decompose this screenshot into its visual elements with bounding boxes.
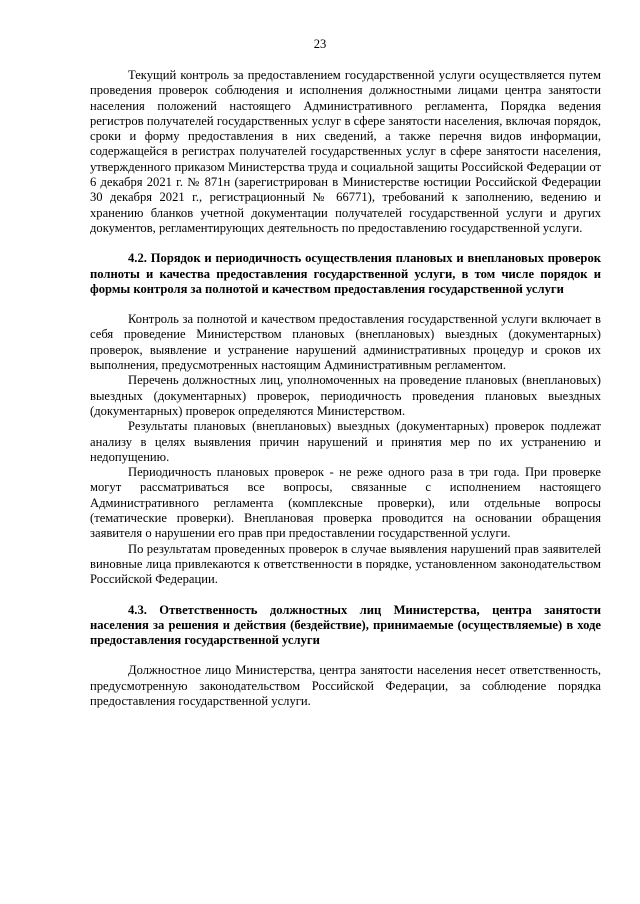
- paragraph-spacer: [90, 588, 601, 603]
- body-paragraph: Результаты плановых (внеплановых) выездных (документарных) проверок подлежат анализу в целях выявления причин нарушений и принятия мер по их устранению и недопущению.: [90, 419, 601, 464]
- paragraph-spacer: [90, 648, 601, 663]
- body-paragraph: Текущий контроль за предоставлением государственной услуги осуществляется путем проведения проверок соблюдения и исполнения должностными лицами центра занятости населения положений настоящего Административного регламента, Порядка ведения регистров получателей государственных услуг в сфере занятости населения, включая порядок, сроки и форму предоставления в них сведений, а также перечня видов информации, содержащейся в регистрах получателей государственных услуг в сфере занятости населения, утвержденного приказом Министерства труда и социальной защиты Российской Федерации от 6 декабря 2021 г. № 871н (зарегистрирован в Министерстве юстиции Российской Федерации 30 декабря 2021 г., регистрационный № 66771), требований к заполнению, ведению и хранению бланков учетной документации получателей государственной услуги и других документов, регламентирующих деятельность по предоставлению государственной услуги.: [90, 68, 601, 235]
- section-heading: 4.2. Порядок и периодичность осуществления плановых и внеплановых проверок полноты и качества предоставления государственной услуги, в том числе порядок и формы контроля за полнотой и качеством предоставления государственной услуги: [90, 251, 601, 296]
- section-heading: 4.3. Ответственность должностных лиц Министерства, центра занятости населения за решения и действия (бездействие), принимаемые (осуществляемые) в ходе предоставления государственной услуги: [90, 602, 601, 648]
- document-body: [90, 68, 601, 709]
- paragraph-spacer: [90, 236, 601, 251]
- body-paragraph: Контроль за полнотой и качеством предоставления государственной услуги включает в себя проведение Министерством плановых (внеплановых) выездных (документарных) проверок, выявление и устранение нарушений административных процедур и сроков их выполнения, предусмотренных настоящим Административным регламентом.: [90, 312, 601, 373]
- body-paragraph: Перечень должностных лиц, уполномоченных на проведение плановых (внеплановых) выездных (документарных) проверок, периодичность проведения плановых выездных (документарных) проверок определяются Министерством.: [90, 373, 601, 418]
- body-paragraph: Должностное лицо Министерства, центра занятости населения несет ответственность, предусмотренную законодательством Российской Федерации, за соблюдение порядка предоставления государственной услуги.: [90, 663, 601, 708]
- body-paragraph: Периодичность плановых проверок - не реже одного раза в три года. При проверке могут рассматриваться все вопросы, связанные с исполнением настоящего Административного регламента (комплексные проверки), или отдельные вопросы (тематические проверки). Внеплановая проверка проводится на основании обращения заявителя о нарушении его прав при предоставлении государственной услуги.: [90, 465, 601, 541]
- page-number: 23: [313, 37, 327, 51]
- body-paragraph: По результатам проведенных проверок в случае выявления нарушений прав заявителей виновные лица привлекаются к ответственности в порядке, установленном законодательством Российской Федерации.: [90, 541, 601, 587]
- paragraph-spacer: [90, 297, 601, 312]
